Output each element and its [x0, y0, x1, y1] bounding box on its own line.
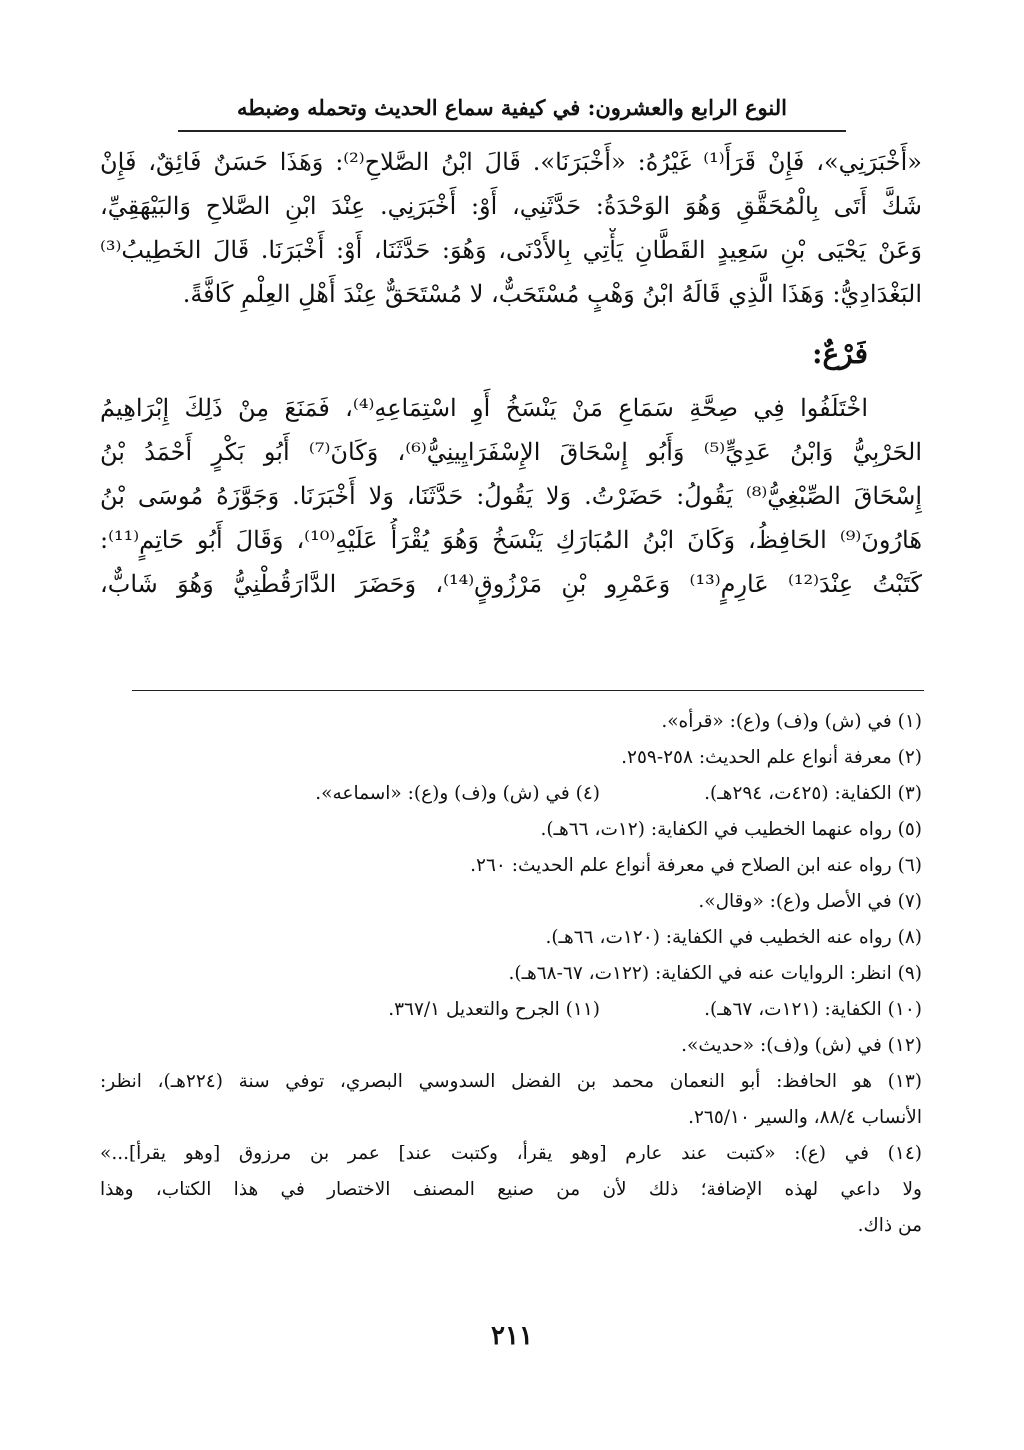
page-number: ٢١١	[491, 1321, 533, 1351]
footnote: (١) في (ش) و(ف) و(ع): «قرأه».	[661, 711, 922, 732]
footnote: (٣) الكفاية: (٤٢٥ت، ٢٩٤هـ).	[704, 783, 922, 804]
text-line: كَتَبْتُ عِنْدَ⁽¹²⁾ عَارِمٍ⁽¹³⁾ وَعَمْرِو بْنِ مَرْزُوقٍ⁽¹⁴⁾، وَحَضَرَ الدَّارَقُطْنِيُّ وَهُوَ شَابٌّ،	[100, 570, 922, 598]
footnotes	[100, 704, 922, 1244]
footnote: (٨) رواه عنه الخطيب في الكفاية: (١٢٠ت، ٦٦هـ).	[545, 927, 922, 948]
footnote: (٦) رواه عنه ابن الصلاح في معرفة أنواع علم الحديث: ٢٦٠.	[470, 855, 922, 876]
footnote-continuation: من ذاك.	[857, 1215, 922, 1236]
text-line: وَعَنْ يَحْيَى بْنِ سَعِيدٍ القَطَّانِ يَأْتِي بِالأَدْنَى، وَهُوَ: حَدَّثَنَا، أَوْ: أَخْبَرَنَا. قَالَ الخَطِيبُ⁽³⁾	[100, 236, 922, 264]
footnote: (١٢) في (ش) و(ف): «حديث».	[681, 1035, 922, 1056]
section-heading: فَرْعٌ:	[812, 337, 868, 370]
footnote: (١٠) الكفاية: (١٢١ت، ٦٧هـ).	[704, 999, 922, 1020]
text-line: شَكَّ أَتَى بِالْمُحَقَّقِ وَهُوَ الوَحْدَةُ: حَدَّثَنِي، أَوْ: أَخْبَرَنِي. عِنْدَ ابْنِ الصَّلاحِ وَالبَيْهَقِيِّ،	[100, 192, 922, 220]
footnote: (٤) في (ش) و(ف) و(ع): «اسماعه».	[315, 783, 600, 804]
text-line: هَارُونَ⁽⁹⁾ الحَافِظُ، وَكَانَ ابْنُ المُبَارَكِ يَنْسَخُ وَهُوَ يُقْرَأُ عَلَيْهِ⁽¹⁰⁾، وَقَالَ أَبُو حَاتِمٍ⁽¹¹⁾:	[100, 526, 922, 554]
footnote-pair	[100, 776, 922, 812]
footnote-pair	[100, 992, 922, 1028]
text-line: اخْتَلَفُوا فِي صِحَّةِ سَمَاعِ مَنْ يَنْسَخُ أَوِ اسْتِمَاعِهِ⁽⁴⁾، فَمَنَعَ مِنْ ذَلِكَ إِبْرَاهِيمُ	[100, 394, 868, 422]
text-line: البَغْدَادِيُّ: وَهَذَا الَّذِي قَالَهُ ابْنُ وَهْبٍ مُسْتَحَبٌّ، لا مُسْتَحَقٌّ عِنْدَ أَهْلِ العِلْمِ كَافَّةً.	[182, 280, 922, 308]
footnote: (٩) انظر: الروايات عنه في الكفاية: (١٢٢ت، ٦٧-٦٨هـ).	[508, 963, 922, 984]
text-line: إِسْحَاقَ الصِّبْغِيُّ⁽⁸⁾ يَقُولُ: حَضَرْتُ. وَلا يَقُولُ: حَدَّثَنَا، وَلا أَخْبَرَنَا. وَجَوَّزَهُ مُوسَى بْنُ	[100, 482, 922, 510]
footnote: (١٣) هو الحافظ: أبو النعمان محمد بن الفضل السدوسي البصري، توفي سنة (٢٢٤هـ)، انظر:	[100, 1071, 922, 1092]
running-head: النوع الرابع والعشرون: في كيفية سماع الحديث وتحمله وضبطه	[237, 95, 787, 120]
text-line: الحَرْبِيُّ وَابْنُ عَدِيٍّ⁽⁵⁾ وَأَبُو إِسْحَاقَ الإِسْفَرَايِينِيُّ⁽⁶⁾، وَكَانَ⁽⁷⁾ أَبُو بَكْرٍ أَحْمَدُ بْنُ	[100, 438, 922, 466]
footnote-continuation: الأنساب ٨٨/٤، والسير ٢٦٥/١٠.	[688, 1107, 922, 1128]
main-text	[100, 140, 922, 606]
footnote: (١١) الجرح والتعديل ٣٦٧/١.	[388, 999, 600, 1020]
header-rule	[178, 130, 846, 132]
footnote: (٥) رواه عنهما الخطيب في الكفاية: (١٢ت، ٦٦هـ).	[540, 819, 922, 840]
footnote-rule	[132, 690, 924, 691]
text-line: «أَخْبَرَنِي»، فَإِنْ قَرَأَ⁽¹⁾ غَيْرُهُ: «أَخْبَرَنَا». قَالَ ابْنُ الصَّلاحِ⁽²⁾: وَهَذَا حَسَنٌ فَائِقٌ، فَإِنْ	[100, 148, 922, 176]
footnote: (٧) في الأصل و(ع): «وقال».	[698, 891, 922, 912]
footnote: (١٤) في (ع): «كتبت عند عارم [وهو يقرأ، وكتبت عند] عمر بن مرزوق [وهو يقرأ]...»	[100, 1143, 922, 1164]
footnote-continuation: ولا داعي لهذه الإضافة؛ ذلك لأن من صنيع المصنف الاختصار في هذا الكتاب، وهذا	[100, 1179, 922, 1200]
footnote: (٢) معرفة أنواع علم الحديث: ٢٥٨-٢٥٩.	[621, 747, 922, 768]
